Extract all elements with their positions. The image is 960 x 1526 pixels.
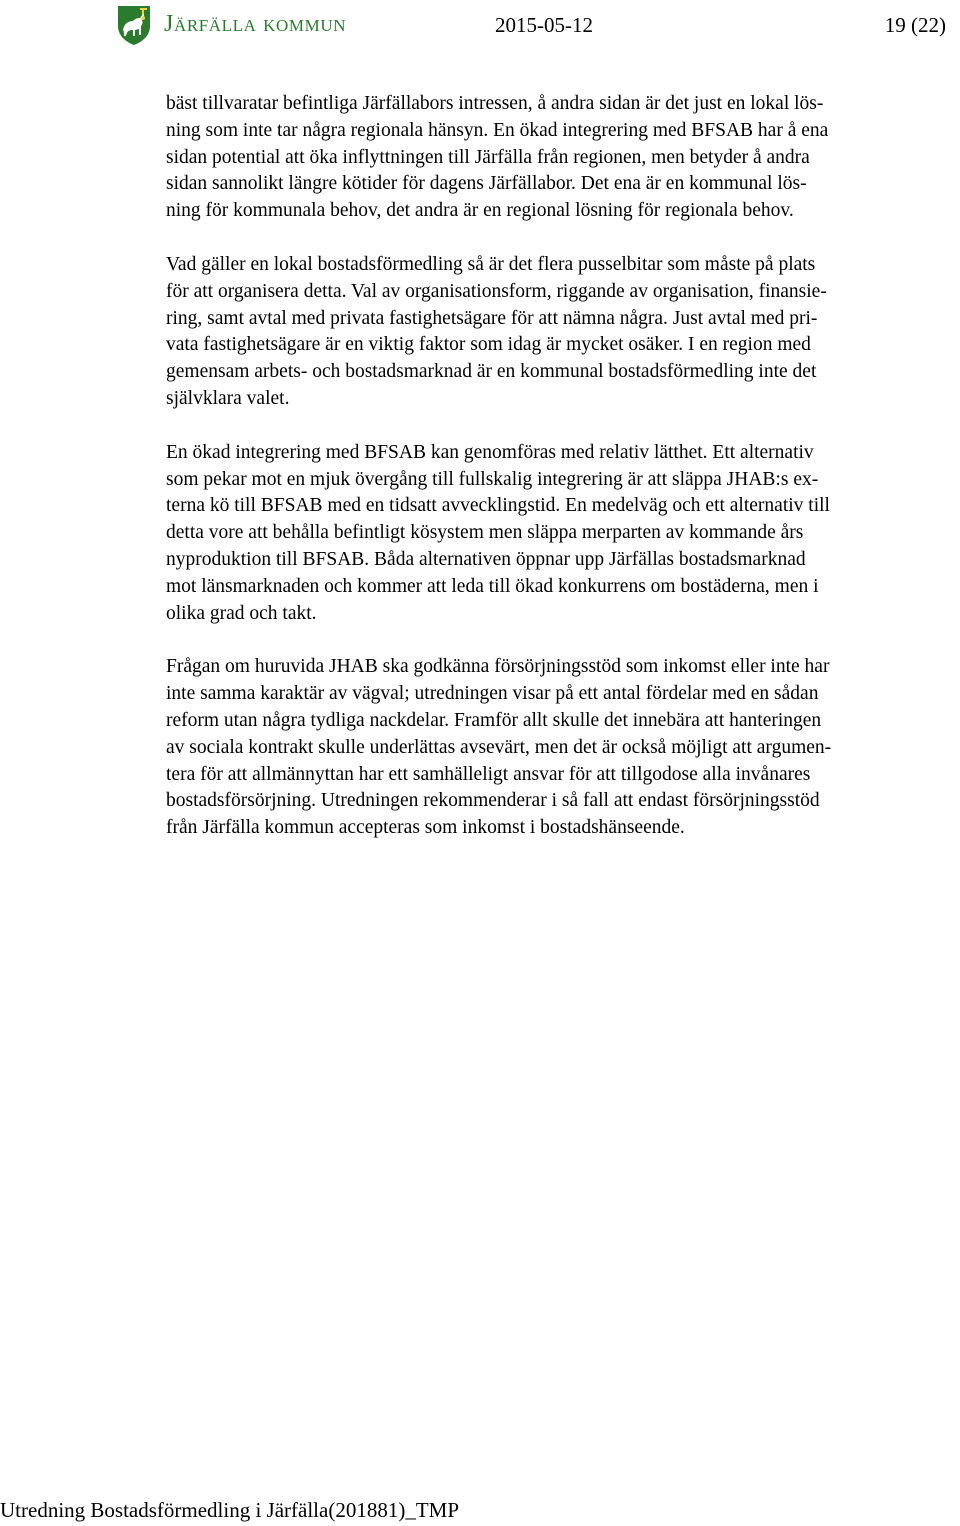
paragraph-line: mot länsmarknaden och kommer att leda till ökad konkurrens om bostäderna, men i [166,575,819,597]
paragraph-line: nyproduktion till BFSAB. Båda alternativen öppnar upp Järfällas bostadsmarknad [166,548,806,570]
paragraph-line: tera för att allmännyttan har ett samhälleligt ansvar för att tillgodose alla invånares [166,763,811,785]
body-paragraph [166,91,960,225]
paragraph-line: sidan sannolikt längre kötider för dagens Järfällabor. Det ena är en kommunal lös- [166,173,807,195]
paragraph-line: vata fastighetsägare är en viktig faktor som idag är mycket osäker. I en region med [166,334,811,356]
paragraph-line: Frågan om huruvida JHAB ska godkänna försörjningsstöd som inkomst eller inte har [166,656,830,678]
logo-wordmark: Järfälla kommun [164,11,347,37]
document-date: 2015-05-12 [495,13,593,37]
paragraph-line: bäst tillvaratar befintliga Järfällabors intressen, å andra sidan är det just en lokal lös- [166,93,824,114]
paragraph-line: Vad gäller en lokal bostadsförmedling så är det flera pusselbitar som måste på plats [166,253,816,275]
page-footer: Utredning Bostadsförmedling i Järfälla(201881)_TMP [0,1498,460,1522]
paragraph-line: för att organisera detta. Val av organisationsform, riggande av organisation, finansie- [166,280,827,302]
paragraph-line: reform utan några tydliga nackdelar. Framför allt skulle det innebära att hanteringen [166,709,822,731]
paragraph-line: från Järfälla kommun accepteras som inkomst i bostadshänseende. [166,817,685,839]
paragraph-line: självklara valet. [166,387,290,409]
paragraph-line: En ökad integrering med BFSAB kan genomföras med relativ lätthet. Ett alternativ [166,441,814,463]
paragraph-line: detta vore att behålla befintligt kösystem men släppa merparten av kommande års [166,522,804,544]
paragraph-line: bostadsförsörjning. Utredningen rekommenderar i så fall att endast försörjningsstöd [166,790,820,812]
document-body [166,91,960,869]
paragraph-line: sidan potential att öka inflyttningen till Järfälla från regionen, men betyder å andra [166,146,810,168]
paragraph-line: olika grad och takt. [166,602,317,624]
paragraph-line: ning som inte tar några regionala hänsyn. En ökad integrering med BFSAB har å ena [166,119,829,141]
paragraph-line: ning för kommunala behov, det andra är en regional lösning för regionala behov. [166,200,794,222]
paragraph-line: ring, samt avtal med privata fastighetsägare för att nämna några. Just avtal med pri- [166,307,818,329]
body-paragraph [166,252,960,413]
body-paragraph [166,654,960,842]
paragraph-line: inte samma karaktär av vägval; utredningen visar på ett antal fördelar med en sådan [166,683,819,705]
paragraph-line: av sociala kontrakt skulle underlättas avsevärt, men det är också möjligt att argumen- [166,736,832,758]
paragraph-line: som pekar mot en mjuk övergång till fullskalig integrering är att släppa JHAB:s ex- [166,468,819,490]
jarfalla-coat-of-arms-icon [116,4,152,46]
body-paragraph [166,440,960,628]
page-number: 19 (22) [884,13,946,37]
paragraph-line: gemensam arbets- och bostadsmarknad är en kommunal bostadsförmedling inte det [166,361,817,383]
page-header [0,0,960,50]
paragraph-line: terna kö till BFSAB med en tidsatt avvecklingstid. En medelväg och ett alternativ till [166,495,830,517]
